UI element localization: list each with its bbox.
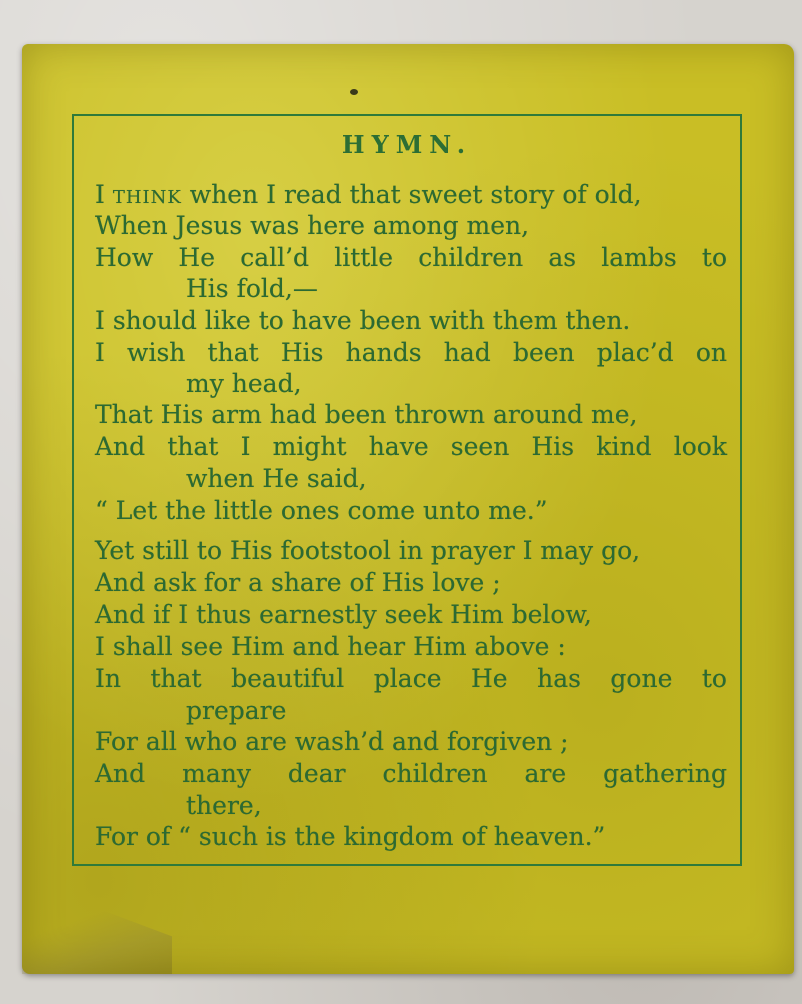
stanza2-line-9: there, <box>186 791 262 820</box>
pin-hole <box>350 89 358 95</box>
stanza1-line-8: That His arm had been thrown around me, <box>95 400 638 429</box>
stanza2-line-3: And if I thus earnestly seek Him below, <box>95 600 592 629</box>
stanza2-line-1: Yet still to His footstool in prayer I may go, <box>95 536 641 565</box>
drop-word-rest: think <box>112 180 182 209</box>
stanza1-line-2: When Jesus was here among men, <box>95 211 530 240</box>
stanza2-line-6: prepare <box>186 696 287 725</box>
stanza1-line-1-text: when I read that sweet story of old, <box>181 180 642 209</box>
stanza2-line-10: For of “ such is the kingdom of heaven.” <box>95 822 606 851</box>
stanza1-line-5: I should like to have been with them then. <box>95 306 631 335</box>
stanza1-line-6: I wish that His hands had been plac’d on <box>95 338 727 367</box>
stanza1-line-1 <box>95 180 642 210</box>
stanza1-line-4: His fold,— <box>186 274 318 303</box>
stanza1-line-9: And that I might have seen His kind look <box>95 432 727 461</box>
hymn-title: HYMN. <box>341 130 473 159</box>
stanza2-line-4: I shall see Him and hear Him above : <box>95 632 566 661</box>
stanza1-line-3: How He call’d little children as lambs to <box>95 243 727 272</box>
stanza2-line-2: And ask for a share of His love ; <box>95 568 501 597</box>
stanza2-line-8: And many dear children are gathering <box>95 759 727 788</box>
stanza1-line-11: “ Let the little ones come unto me.” <box>95 496 548 525</box>
stanza1-line-10: when He said, <box>186 464 367 493</box>
stanza1-line-7: my head, <box>186 369 302 398</box>
drop-word-first-letter: I <box>95 180 105 209</box>
stanza2-line-7: For all who are wash’d and forgiven ; <box>95 727 569 756</box>
stanza2-line-5: In that beautiful place He has gone to <box>95 664 727 693</box>
